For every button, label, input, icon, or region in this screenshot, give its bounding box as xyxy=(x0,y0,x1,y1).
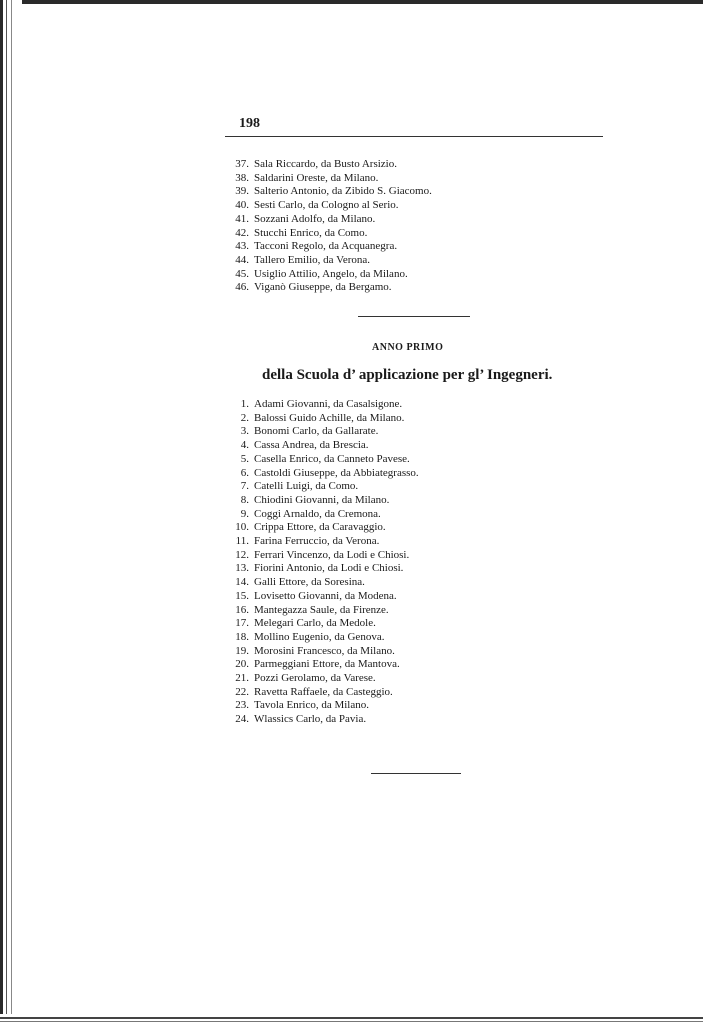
entry-number: 18. xyxy=(235,630,249,643)
list-item xyxy=(227,439,419,453)
entry-text: Stucchi Enrico, da Como. xyxy=(254,226,368,239)
entry-number: 42. xyxy=(235,226,249,239)
entry-number: 46. xyxy=(235,281,249,294)
list-item xyxy=(227,645,419,659)
entry-text: Morosini Francesco, da Milano. xyxy=(254,644,395,657)
entry-number: 5. xyxy=(240,452,249,465)
entry-text: Coggi Arnaldo, da Cremona. xyxy=(254,507,381,520)
entry-number: 11. xyxy=(235,535,249,548)
entry-text: Ravetta Raffaele, da Casteggio. xyxy=(254,685,393,698)
list-item xyxy=(227,467,419,481)
list-item xyxy=(227,158,432,172)
entry-number: 44. xyxy=(235,253,249,266)
list-item xyxy=(227,508,419,522)
entry-number: 38. xyxy=(235,171,249,184)
entry-number: 1. xyxy=(240,398,249,410)
entry-text: Crippa Ettore, da Caravaggio. xyxy=(254,521,386,534)
list-item xyxy=(227,172,432,186)
section-kicker: ANNO PRIMO xyxy=(372,342,444,353)
entry-number: 20. xyxy=(235,658,249,671)
entry-text: Fiorini Antonio, da Lodi e Chiosi. xyxy=(254,562,404,575)
entry-text: Chiodini Giovanni, da Milano. xyxy=(254,493,390,506)
entry-number: 22. xyxy=(235,685,249,698)
entry-text: Balossi Guido Achille, da Milano. xyxy=(254,411,405,424)
list-item xyxy=(227,535,419,549)
student-list-section xyxy=(227,398,419,727)
entry-number: 4. xyxy=(240,439,249,452)
entry-text: Catelli Luigi, da Como. xyxy=(254,480,359,493)
list-item xyxy=(227,398,419,412)
entry-number: 13. xyxy=(235,562,249,575)
header-rule xyxy=(225,136,603,137)
student-list-continued xyxy=(227,158,432,295)
entry-text: Usiglio Attilio, Angelo, da Milano. xyxy=(254,267,408,280)
page-number: 198 xyxy=(239,116,260,131)
entry-text: Ferrari Vincenzo, da Lodi e Chiosi. xyxy=(254,548,410,561)
list-item xyxy=(227,199,432,213)
entry-text: Cassa Andrea, da Brescia. xyxy=(254,439,369,452)
section-title: della Scuola d’ applicazione per gl’ Ingegneri. xyxy=(262,367,553,383)
entry-text: Salterio Antonio, da Zibido S. Giacomo. xyxy=(254,185,432,198)
list-item xyxy=(227,686,419,700)
list-item xyxy=(227,240,432,254)
list-item xyxy=(227,562,419,576)
list-item xyxy=(227,227,432,241)
list-item xyxy=(227,425,419,439)
list-item xyxy=(227,590,419,604)
list-item xyxy=(227,254,432,268)
entry-text: Castoldi Giuseppe, da Abbiategrasso. xyxy=(254,466,419,479)
entry-number: 14. xyxy=(235,576,249,589)
entry-number: 2. xyxy=(240,411,249,424)
entry-number: 43. xyxy=(235,240,249,253)
entry-text: Sala Riccardo, da Busto Arsizio. xyxy=(254,158,397,170)
entry-text: Lovisetto Giovanni, da Modena. xyxy=(254,589,397,602)
scan-edge-top xyxy=(0,0,703,4)
list-item xyxy=(227,494,419,508)
entry-text: Melegari Carlo, da Medole. xyxy=(254,617,376,630)
entry-text: Casella Enrico, da Canneto Pavese. xyxy=(254,452,410,465)
entry-text: Tavola Enrico, da Milano. xyxy=(254,699,370,712)
entry-text: Mantegazza Saule, da Firenze. xyxy=(254,603,389,616)
entry-number: 39. xyxy=(235,185,249,198)
entry-number: 15. xyxy=(235,589,249,602)
list-item xyxy=(227,412,419,426)
entry-text: Bonomi Carlo, da Gallarate. xyxy=(254,425,379,438)
list-item xyxy=(227,672,419,686)
list-item xyxy=(227,699,419,713)
scan-edge-bottom xyxy=(0,1014,703,1024)
list-item xyxy=(227,281,432,295)
scan-edge-left xyxy=(0,0,22,1024)
entry-number: 21. xyxy=(235,672,249,685)
entry-text: Mollino Eugenio, da Genova. xyxy=(254,630,385,643)
list-item xyxy=(227,480,419,494)
entry-text: Sesti Carlo, da Cologno al Serio. xyxy=(254,199,399,212)
entry-number: 19. xyxy=(235,644,249,657)
entry-number: 40. xyxy=(235,199,249,212)
list-item xyxy=(227,213,432,227)
entry-number: 37. xyxy=(235,158,249,170)
entry-number: 41. xyxy=(235,212,249,225)
entry-number: 45. xyxy=(235,267,249,280)
entry-text: Tacconi Regolo, da Acquanegra. xyxy=(254,240,398,253)
entry-text: Parmeggiani Ettore, da Mantova. xyxy=(254,658,400,671)
list-item xyxy=(227,576,419,590)
list-item xyxy=(227,604,419,618)
entry-text: Galli Ettore, da Soresina. xyxy=(254,576,365,589)
entry-text: Tallero Emilio, da Verona. xyxy=(254,253,371,266)
entry-text: Pozzi Gerolamo, da Varese. xyxy=(254,672,376,685)
list-item xyxy=(227,631,419,645)
list-item xyxy=(227,521,419,535)
entry-number: 3. xyxy=(240,425,249,438)
entry-text: Viganò Giuseppe, da Bergamo. xyxy=(254,281,392,294)
list-item xyxy=(227,453,419,467)
entry-text: Sozzani Adolfo, da Milano. xyxy=(254,212,376,225)
list-item xyxy=(227,617,419,631)
entry-number: 7. xyxy=(240,480,249,493)
entry-text: Saldarini Oreste, da Milano. xyxy=(254,171,379,184)
entry-text: Farina Ferruccio, da Verona. xyxy=(254,535,380,548)
list-item xyxy=(227,713,419,727)
list-item xyxy=(227,658,419,672)
entry-number: 17. xyxy=(235,617,249,630)
section-divider xyxy=(358,316,470,317)
list-item xyxy=(227,549,419,563)
entry-number: 16. xyxy=(235,603,249,616)
entry-number: 10. xyxy=(235,521,249,534)
entry-number: 24. xyxy=(235,713,249,726)
entry-number: 12. xyxy=(235,548,249,561)
list-item xyxy=(227,268,432,282)
entry-text: Adami Giovanni, da Casalsigone. xyxy=(254,398,403,410)
entry-number: 9. xyxy=(240,507,249,520)
entry-number: 23. xyxy=(235,699,249,712)
end-divider xyxy=(371,773,461,774)
entry-number: 6. xyxy=(240,466,249,479)
entry-text: Wlassics Carlo, da Pavia. xyxy=(254,713,367,726)
entry-number: 8. xyxy=(240,493,249,506)
list-item xyxy=(227,185,432,199)
